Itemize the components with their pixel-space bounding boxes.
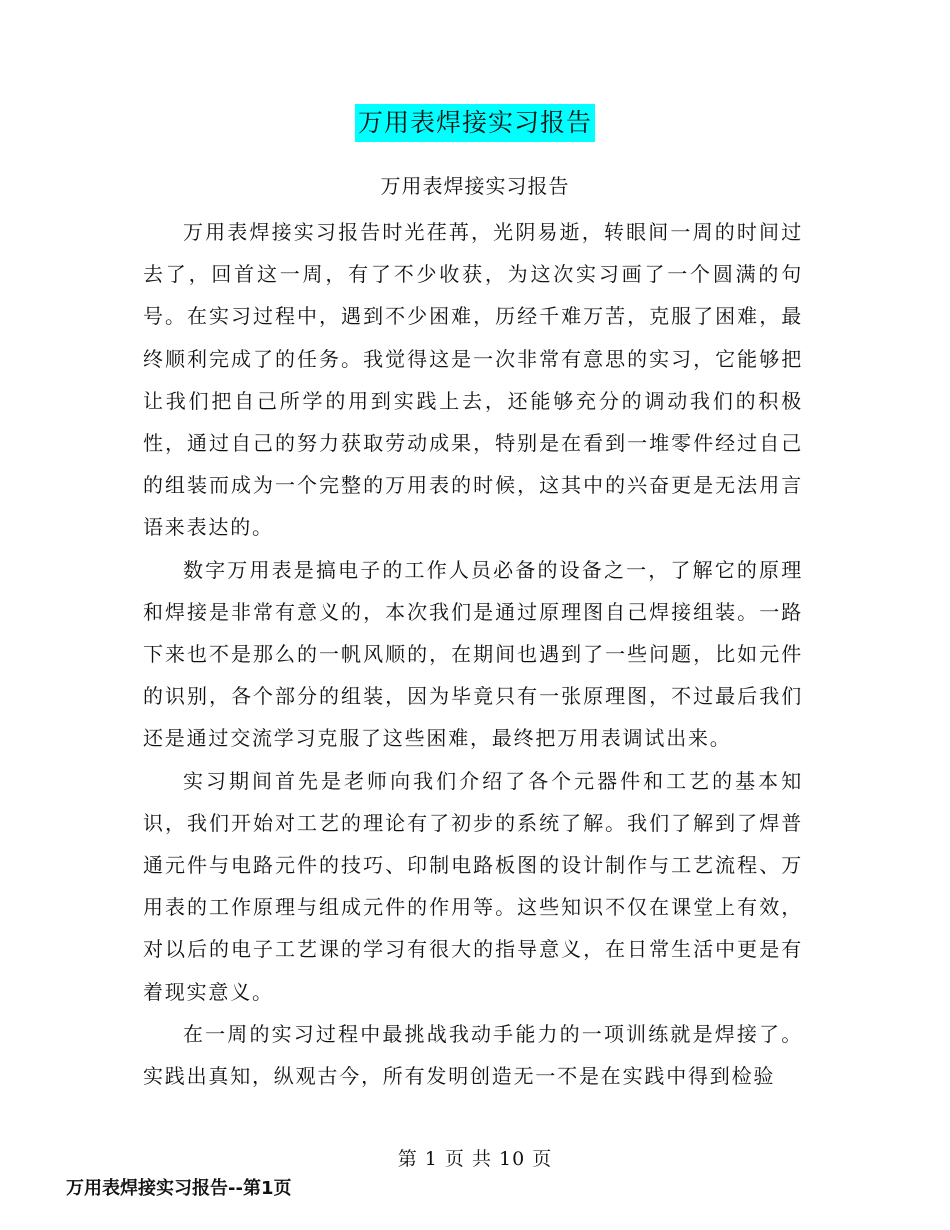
document-body [143,211,803,1097]
page-title: 万用表焊接实习报告 [355,104,595,142]
paragraph-1: 万用表焊接实习报告时光荏苒，光阴易逝，转眼间一周的时间过去了，回首这一周，有了不少收获，为这次实习画了一个圆满的句号。在实习过程中，遇到不少困难，历经千难万苦，克服了困难，最终顺利完成了的任务。我觉得这是一次非常有意思的实习，它能够把让我们把自己所学的用到实践上去，还能够充分的调动我们的积极性，通过自己的努力获取劳动成果，特别是在看到一堆零件经过自己的组装而成为一个完整的万用表的时候，这其中的兴奋更是无法用言语来表达的。 [143,220,803,540]
page-number-footer: 第 1 页 共 10 页 [397,1148,553,1170]
document-page-label: 万用表焊接实习报告--第1页 [66,1178,292,1199]
document-subtitle: 万用表焊接实习报告 [380,174,570,198]
page-title-container [0,104,950,142]
paragraph-4: 在一周的实习过程中最挑战我动手能力的一项训练就是焊接了。实践出真知，纵观古今，所有发明创造无一不是在实践中得到检验 [143,1021,803,1089]
paragraph-2: 数字万用表是搞电子的工作人员必备的设备之一，了解它的原理和焊接是非常有意义的，本次我们是通过原理图自己焊接组装。一路下来也不是那么的一帆风顺的，在期间也遇到了一些问题，比如元件的识别，各个部分的组装，因为毕竟只有一张原理图，不过最后我们还是通过交流学习克服了这些困难，最终把万用表调试出来。 [143,557,803,751]
paragraph-3: 实习期间首先是老师向我们介绍了各个元器件和工艺的基本知识，我们开始对工艺的理论有了初步的系统了解。我们了解到了焊普通元件与电路元件的技巧、印制电路板图的设计制作与工艺流程、万用表的工作原理与组成元件的作用等。这些知识不仅在课堂上有效，对以后的电子工艺课的学习有很大的指导意义，在日常生活中更是有着现实意义。 [143,768,803,1004]
